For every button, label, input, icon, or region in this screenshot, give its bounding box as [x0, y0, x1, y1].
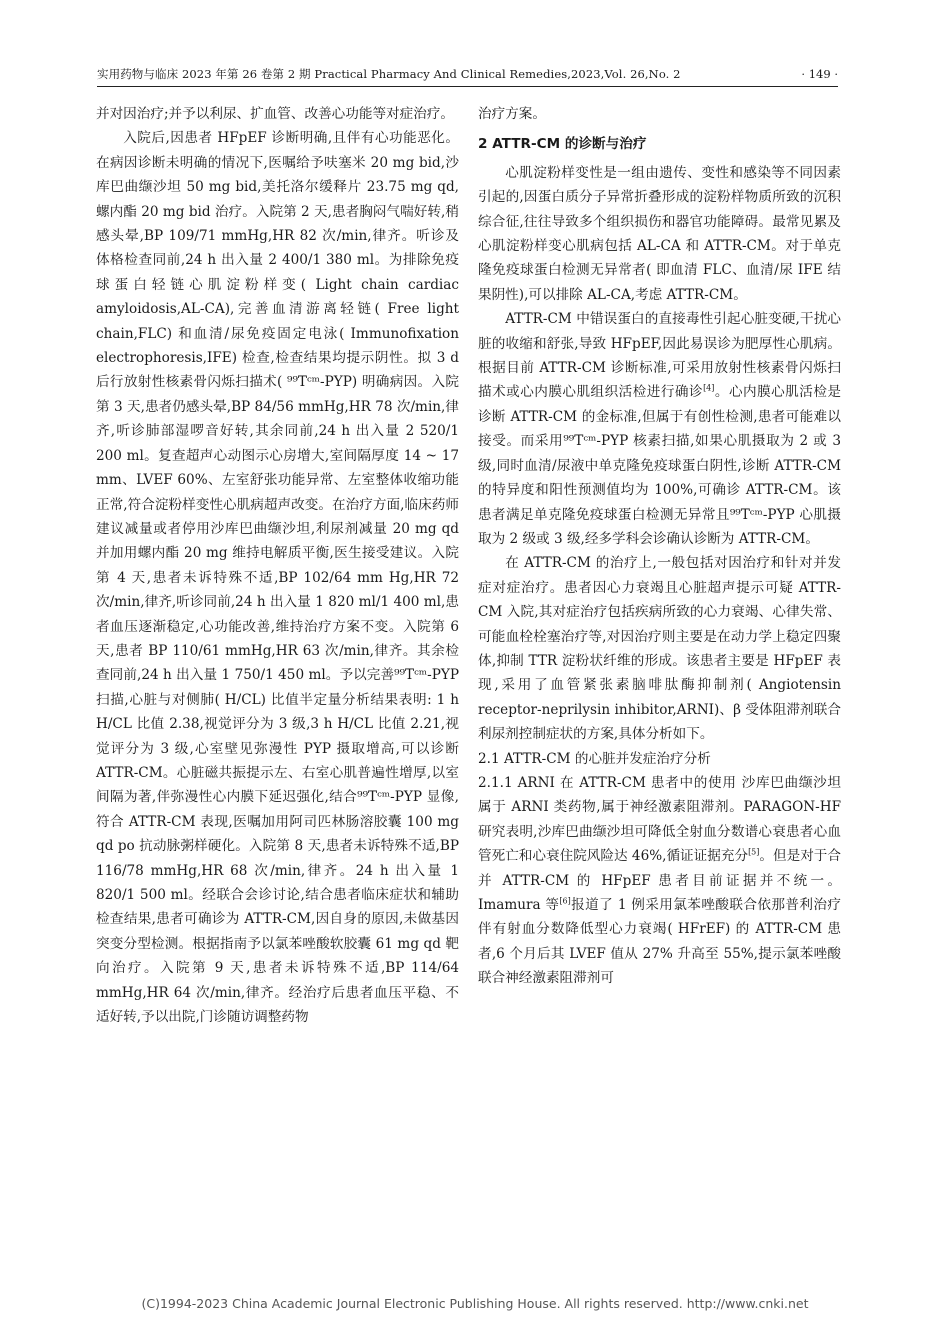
- paragraph: 治疗方案。: [478, 106, 546, 122]
- journal-citation: 实用药物与临床 2023 年第 26 卷第 2 期 Practical Pharmacy And Clinical Remedies,2023,Vol. 26,No. 2: [97, 67, 681, 81]
- subsection-title: 2.1 ATTR-CM 的心脏并发症治疗分析: [478, 750, 711, 767]
- paragraph: 并对因治疗;并予以利尿、扩血管、改善心功能等对症治疗。: [96, 106, 455, 122]
- paragraph: 入院后,因患者 HFpEF 诊断明确,且伴有心功能恶化。在病因诊断未明确的情况下,医嘱给予呋塞米 20 mg bid,沙库巴曲缬沙坦 50 mg bid,美托洛尔缓释片 23.75 mg qd,螺内酯 20 mg bid 治疗。入院第 2 天,患者胸闷气喘好转,稍感头晕,BP 109/71 mmHg,HR 82 次/min,律齐。听诊及体格检查同前,24 h 出入量 2 400/1 380 ml。为排除免疫球蛋白轻链心肌淀粉样变( Light chain cardiac amyloidosis,AL-CA),完善血清游离轻链( Free light chain,FLC) 和血清/尿免疫固定电泳( Immunofixation electrophoresis,IFE) 检查,检查结果均提示阴性。拟 3 d 后行放射性核素骨闪烁扫描术( ⁹⁹Tᶜᵐ-PYP) 明确病因。入院第 3 天,患者仍感头晕,BP 84/56 mmHg,HR 78 次/min,律齐,听诊肺部湿啰音好转,其余同前,24 h 出入量 2 520/1 200 ml。复查超声心动图示心房增大,室间隔厚度 14 ~ 17 mm、LVEF 60%、左室舒张功能异常、左室整体收缩功能正常,符合淀粉样变性心肌病超声改变。在治疗方面,临床药师建议减量或者停用沙库巴曲缬沙坦,利尿剂减量 20 mg qd 并加用螺内酯 20 mg 维持电解质平衡,医生接受建议。入院第 4 天,患者未诉特殊不适,BP 102/64 mm Hg,HR 72 次/min,律齐,听诊同前,24 h 出入量 1 820 ml/1 400 ml,患者血压逐渐稳定,心功能改善,维持治疗方案不变。入院第 6 天,患者 BP 110/61 mmHg,HR 63 次/min,律齐。其余检查同前,24 h 出入量 1 750/1 450 ml。予以完善⁹⁹Tᶜᵐ-PYP 扫描,心脏与对侧肺( H/CL) 比值半定量分析结果表明: 1 h H/CL 比值 2.38,视觉评分为 3 级,3 h H/CL 比值 2.21,视觉评分为 3 级,心室壁见弥漫性 PYP 摄取增高,可以诊断 ATTR-CM。心脏磁共振提示左、右室心肌普遍性增厚,以室间隔为著,伴弥漫性心内膜下延迟强化,结合⁹⁹Tᶜᵐ-PYP 显像,符合 ATTR-CM 表现,医嘱加用阿司匹林肠溶胶囊 100 mg qd po 抗动脉粥样硬化。入院第 8 天,患者未诉特殊不适,BP 116/78 mmHg,HR 68 次/min,律齐。24 h 出入量 1 820/1 500 ml。经联合会诊讨论,结合患者临床症状和辅助检查结果,患者可确诊为 ATTR-CM,因自身的原因,未做基因突变分型检测。根据指南予以氯苯唑酸软胶囊 61 mg qd 靶向治疗。入院第 9 天,患者未诉特殊不适,BP 114/64 mmHg,HR 64 次/min,律齐。经治疗后患者血压平稳、不适好转,予以出院,门诊随访调整药物: [96, 130, 459, 1026]
- left-column: [96, 102, 459, 1029]
- section-title: 2 ATTR-CM 的诊断与治疗: [478, 136, 647, 153]
- paragraph: 在 ATTR-CM 的治疗上,一般包括对因治疗和针对并发症对症治疗。患者因心力衰竭且心脏超声提示可疑 ATTR-CM 入院,其对症治疗包括疾病所致的心力衰竭、心律失常、可能血栓栓塞治疗等,对因治疗则主要是在动力学上稳定四聚体,抑制 TTR 淀粉状纤维的形成。该患者主要是 HFpEF 表现,采用了血管紧张素脑啡肽酶抑制剂( Angiotensin receptor-neprilysin inhibitor,ARNI)、β 受体阻滞剂联合利尿剂控制症状的方案,具体分析如下。: [478, 555, 841, 743]
- citation-ref[interactable]: [4]: [703, 383, 715, 393]
- citation-ref[interactable]: [6]: [559, 896, 571, 906]
- running-header: [97, 64, 838, 87]
- right-column: [478, 102, 841, 991]
- paragraph: 2.1.1 ARNI 在 ATTR-CM 患者中的使用 沙库巴曲缬沙坦属于 ARNI 类药物,属于神经激素阻滞剂。PARAGON-HF 研究表明,沙库巴曲缬沙坦可降低全射血分数谱心衰患者心血管死亡和心衰住院风险达 46%,循证证据充分[5]。但是对于合并 ATTR-CM 的 HFpEF 患者目前证据并不统一。Imamura 等[6]报道了 1 例采用氯苯唑酸联合依那普利治疗伴有射血分数降低型心力衰竭( HFrEF) 的 ATTR-CM 患者,6 个月后其 LVEF 值从 27% 升高至 55%,提示氯苯唑酸联合神经激素阻滞剂可: [478, 774, 842, 987]
- paragraph: ATTR-CM 中错误蛋白的直接毒性引起心脏变硬,干扰心脏的收缩和舒张,导致 HFpEF,因此易误诊为肥厚性心肌病。根据目前 ATTR-CM 诊断标准,可采用放射性核素骨闪烁扫描术或心内膜心肌组织活检进行确诊[4]。心内膜心肌活检是诊断 ATTR-CM 的金标准,但属于有创性检测,患者可能难以接受。而采用⁹⁹Tᶜᵐ-PYP 核素扫描,如果心肌摄取为 2 或 3 级,同时血清/尿液中单克隆免疫球蛋白阴性,诊断 ATTR-CM 的特异度和阳性预测值均为 100%,可确诊 ATTR-CM。该患者满足单克隆免疫球蛋白检测无异常且⁹⁹Tᶜᵐ-PYP 心肌摄取为 2 级或 3 级,经多学科会诊确认诊断为 ATTR-CM。: [478, 311, 842, 547]
- copyright-footer: (C)1994-2023 China Academic Journal Electronic Publishing House. All rights reserved. http://www.cnki.net: [141, 1296, 809, 1311]
- paragraph: 心肌淀粉样变性是一组由遗传、变性和感染等不同因素引起的,因蛋白质分子异常折叠形成的淀粉样物质所致的沉积综合征,往往导致多个组织损伤和器官功能障碍。最常见累及心肌淀粉样变心肌病包括 AL-CA 和 ATTR-CM。对于单克隆免疫球蛋白检测无异常者( 即血清 FLC、血清/尿 IFE 结果阴性),可以排除 AL-CA,考虑 ATTR-CM。: [478, 164, 841, 303]
- page-number: · 149 ·: [801, 67, 838, 81]
- citation-ref[interactable]: [5]: [748, 847, 760, 857]
